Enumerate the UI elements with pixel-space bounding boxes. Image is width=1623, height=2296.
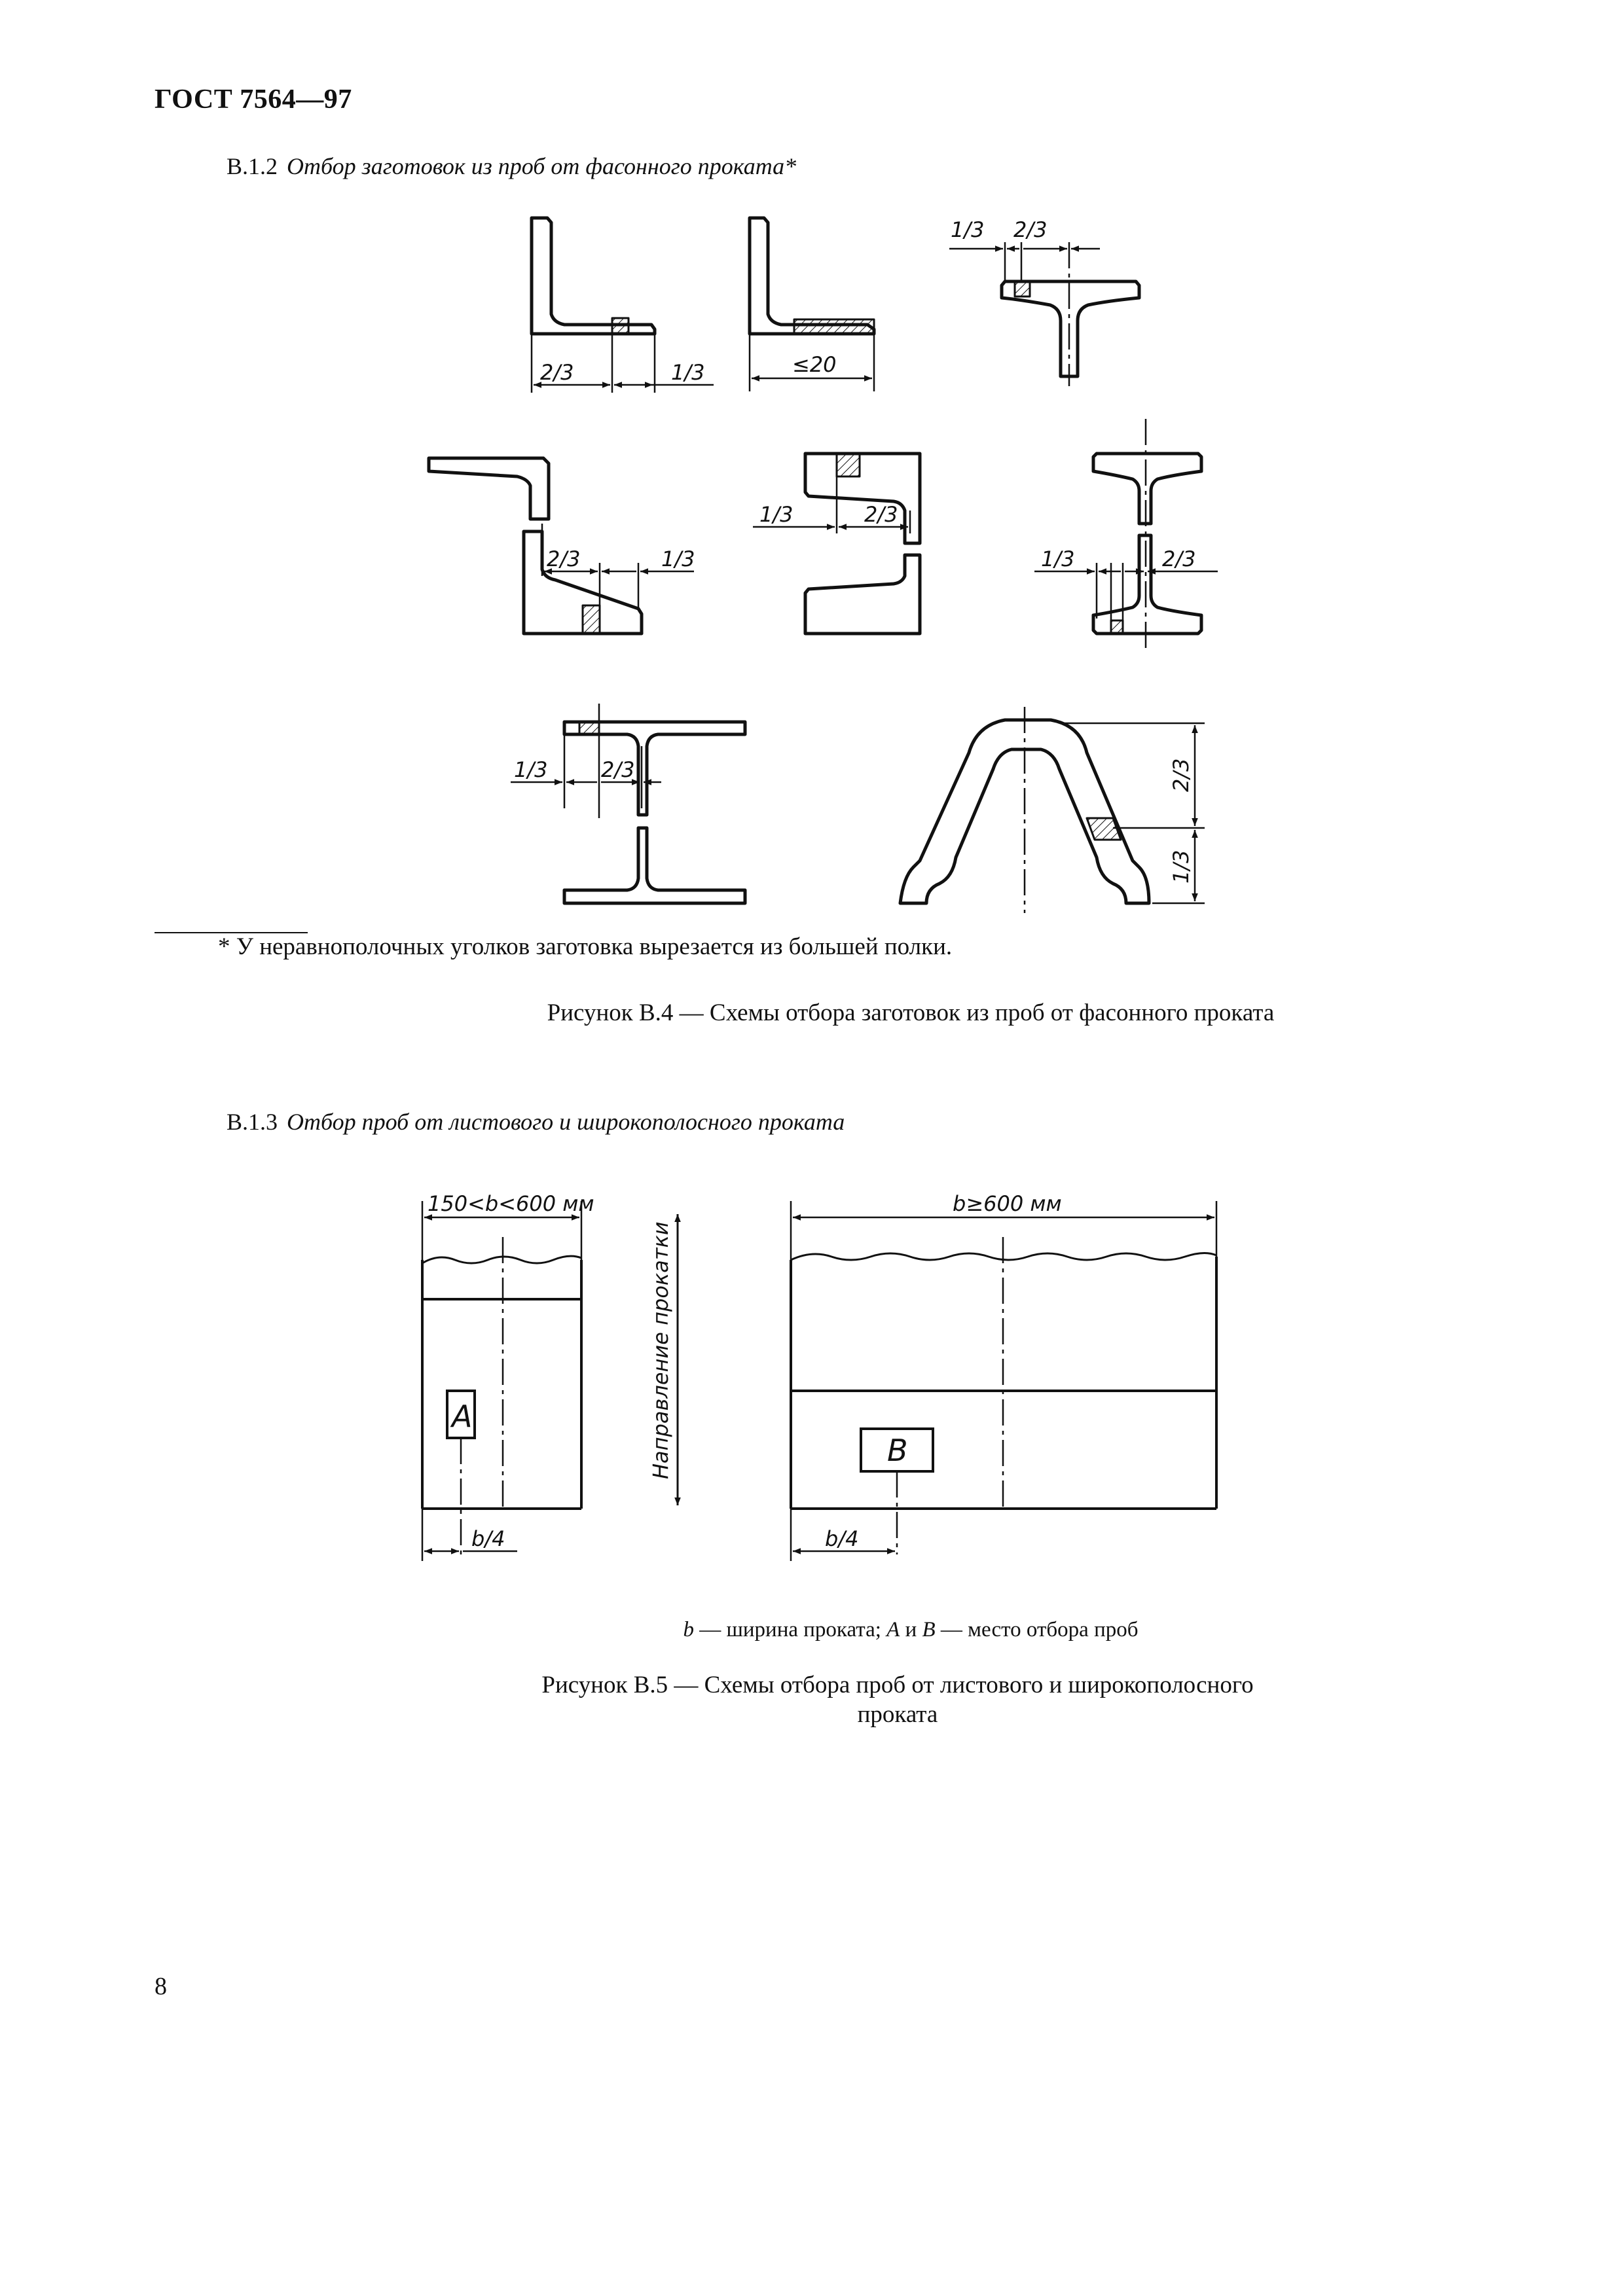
dim-label: 2/3: [547, 547, 581, 571]
quarter-label: b/4: [825, 1526, 859, 1551]
dim-label: 2/3: [601, 757, 635, 782]
figure-b4-caption: Рисунок В.4 — Схемы отбора заготовок из проб от фасонного проката: [547, 999, 1275, 1026]
dim-label: 1/3: [759, 502, 793, 527]
legend-text: — место отбора проб: [935, 1618, 1139, 1641]
legend-symbol: b: [683, 1618, 694, 1641]
figure-b5-caption-line2: проката: [857, 1701, 938, 1728]
figure-b5-caption-line1: Рисунок В.5 — Схемы отбора проб от листового и широкополосного: [541, 1672, 1254, 1698]
narrow-strip-dimensions: [422, 1201, 581, 1561]
section-b13-heading: [227, 1108, 845, 1136]
section-title: Отбор заготовок из проб от фасонного проката*: [287, 153, 797, 179]
dim-label: 2/3: [1013, 217, 1048, 242]
dim-label: 2/3: [1169, 758, 1194, 792]
legend-text: и: [900, 1618, 922, 1641]
section-number: В.1.3: [227, 1109, 278, 1135]
footnote: * У неравнополочных уголков заготовка вырезается из большей полки.: [218, 933, 953, 960]
tee-profile-shape: [1002, 281, 1139, 376]
dim-label: 1/3: [1169, 850, 1194, 884]
rolling-direction-label: Направление прокатки: [648, 1221, 673, 1479]
dim-label: ≤20: [792, 352, 837, 377]
sample-a-label: A: [452, 1399, 473, 1434]
section-number: В.1.2: [227, 153, 278, 179]
dim-label: 1/3: [661, 547, 695, 571]
dim-label: 1/3: [671, 360, 705, 385]
document-header: ГОСТ 7564—97: [155, 84, 352, 115]
dim-label: 2/3: [864, 502, 898, 527]
sample-b-label: B: [887, 1433, 908, 1468]
channel-profile-shape: [805, 454, 920, 634]
small-ibeam-shape: [1093, 454, 1201, 634]
legend-text: — ширина проката;: [693, 1618, 887, 1641]
angle-profile-shape-2: [750, 218, 874, 334]
dim-label: 2/3: [1162, 547, 1196, 571]
zee-profile-shape: [429, 458, 642, 634]
dim-label: 1/3: [1041, 547, 1075, 571]
figure-b5-legend: [155, 1618, 1623, 1642]
narrow-strip-drawing: [422, 1237, 581, 1554]
wide-strip-drawing: [791, 1237, 1216, 1554]
dim-label: 1/3: [514, 757, 548, 782]
legend-symbol: A: [886, 1618, 900, 1641]
dim-label: 1/3: [951, 217, 985, 242]
angle-profile-shape: [532, 218, 655, 334]
narrow-width-label: 150<b<600 мм: [428, 1191, 594, 1216]
wide-width-label: b≥600 мм: [953, 1191, 1062, 1216]
dim-label: 2/3: [540, 360, 574, 385]
section-title: Отбор проб от листового и широкополосного проката: [287, 1109, 845, 1135]
legend-symbol: B: [922, 1618, 936, 1641]
large-ibeam-shape: [564, 722, 745, 903]
quarter-label: b/4: [471, 1526, 505, 1551]
page-number: 8: [155, 1973, 167, 2000]
